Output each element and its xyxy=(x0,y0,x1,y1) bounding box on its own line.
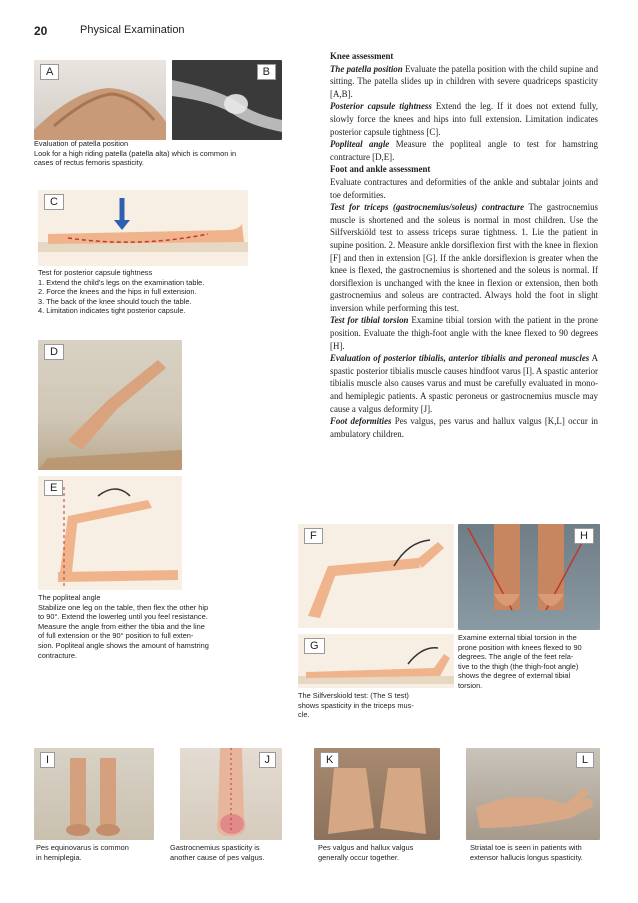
running-title: Physical Examination xyxy=(80,24,185,36)
tibial-paragraph xyxy=(330,314,598,352)
photo-label: C xyxy=(44,194,64,210)
capsule-body: Extend the leg. If it does not extend fully, slowly force the knees and hips into full extension. Limitation indicates posterior capsule tightness [C]. xyxy=(330,101,598,137)
patella-title: The patella position xyxy=(330,63,403,74)
caption-line: to 90°. Extend the lowerleg until you feel resistance. xyxy=(38,612,208,622)
caption-line: extensor hallucis longus spasticity. xyxy=(470,852,583,862)
caption-line: 3. The back of the knee should touch the table. xyxy=(38,296,192,306)
photo-b-xray xyxy=(172,60,282,140)
photo-a-knee xyxy=(34,60,166,140)
caption-silfverskiold xyxy=(298,691,414,720)
capsule-paragraph xyxy=(330,100,598,138)
caption-tibial-torsion xyxy=(458,633,582,691)
caption-line: Pes equinovarus is common xyxy=(36,843,129,852)
photo-j-gastrocnemius xyxy=(180,748,282,840)
photo-label: J xyxy=(259,752,277,768)
caption-line: Measure the angle from either the tibia and the line xyxy=(38,621,205,631)
caption-equinovarus xyxy=(36,843,129,862)
knee-heading: Knee assessment xyxy=(330,51,394,61)
caption-line: Pes valgus and hallux valgus xyxy=(318,843,414,852)
photo-d-popliteal xyxy=(38,340,182,470)
caption-line: Gastrocnemius spasticity is xyxy=(170,843,260,852)
patella-paragraph xyxy=(330,63,598,101)
caption-line: The popliteal angle xyxy=(38,593,101,602)
caption-line: tive to the thigh (the thigh-foot angle) xyxy=(458,661,579,671)
caption-line: Examine external tibial torsion in the xyxy=(458,633,577,642)
photo-label: D xyxy=(44,344,64,360)
caption-line: another cause of pes valgus. xyxy=(170,852,265,862)
triceps-title: Test for triceps (gastrocnemius/soleus) contracture xyxy=(330,202,525,213)
photo-h-tibial-torsion xyxy=(458,524,600,630)
caption-line: 4. Limitation indicates tight posterior capsule. xyxy=(38,306,186,316)
caption-line: Evaluation of patella position xyxy=(34,139,129,148)
photo-label: G xyxy=(304,638,325,654)
caption-line: degrees. The angle of the feet rela- xyxy=(458,652,574,662)
foot-deformities-title: Foot deformities xyxy=(330,416,392,427)
caption-line: generally occur together. xyxy=(318,852,399,862)
photo-label: B xyxy=(257,64,276,80)
caption-line: in hemiplegia. xyxy=(36,852,82,862)
caption-striatal-toe xyxy=(470,843,583,862)
capsule-title: Posterior capsule tightness xyxy=(330,101,432,112)
caption-line: torsion. xyxy=(458,680,483,690)
caption-gastrocnemius xyxy=(170,843,265,862)
triceps-paragraph xyxy=(330,201,598,314)
foot-intro: Evaluate contractures and deformities of the ankle and subtalar joints and toe deformities. xyxy=(330,176,598,200)
photo-e-popliteal-drawing xyxy=(38,476,182,590)
caption-line: shows the degree of external tibial xyxy=(458,671,571,681)
caption-popliteal xyxy=(38,593,209,660)
photo-label: E xyxy=(44,480,63,496)
caption-line: contracture. xyxy=(38,650,78,660)
photo-g-knee-extended xyxy=(298,634,454,688)
caption-line: Test for posterior capsule tightness xyxy=(38,268,153,277)
posterior-tibialis-paragraph xyxy=(330,352,598,415)
photo-l-striatal-toe xyxy=(466,748,600,840)
photo-i-pes-equinovarus xyxy=(34,748,154,840)
caption-line: Striatal toe is seen in patients with xyxy=(470,843,582,852)
caption-line: cases of rectus femoris spasticity. xyxy=(34,158,144,168)
caption-line: The Silfverskiold test: (The S test) xyxy=(298,691,409,700)
caption-pes-valgus xyxy=(318,843,413,862)
page-number: 20 xyxy=(34,24,48,38)
photo-k-pes-valgus xyxy=(314,748,440,840)
main-text-column xyxy=(330,50,598,440)
caption-line: Stabilize one leg on the table, then flex the other hip xyxy=(38,602,209,612)
caption-patella xyxy=(34,139,236,168)
photo-label: H xyxy=(574,528,594,544)
photo-f-knee-flexed xyxy=(298,524,454,628)
triceps-body: The gastrocnemius muscle is shortened and the soleus is normal in most children. Use the Silfverskiöld test to assess triceps surae tightness. 1. Lie the patient in supine position. 2. Measure ankle dorsiflexion first with the knee in flexion [F] and then in extension [G]. If the ankle dorsiflexion is greater when the knee is flexed, the gastrocnemius is shortened and the soleus is normal. If dorsiflexion is unchanged with the knee in flexion or extension, then both gastrocnemius and soleus are contracted. Always hold the foot in slight inversion while performing this test. xyxy=(330,202,598,313)
caption-line: 1. Extend the child’s legs on the examination table. xyxy=(38,277,205,287)
caption-line: prone position with knees flexed to 90 xyxy=(458,642,582,652)
photo-label: I xyxy=(40,752,55,768)
foot-deformities-paragraph xyxy=(330,415,598,440)
photo-label: A xyxy=(40,64,59,80)
caption-line: of full extension or the 90° position to full exten- xyxy=(38,631,194,641)
caption-capsule xyxy=(38,268,204,316)
caption-line: 2. Force the knees and the hips in full extension. xyxy=(38,287,197,297)
popliteal-title: Popliteal angle xyxy=(330,139,390,150)
tibial-body: Examine tibial torsion with the patient in the prone position. Evaluate the thigh-foot angle with the knee flexed to 90 degrees [H]. xyxy=(330,315,598,351)
posterior-tibialis-title: Evaluation of posterior tibialis, anterior tibialis and peroneal muscles xyxy=(330,353,590,364)
tibial-title: Test for tibial torsion xyxy=(330,315,409,326)
photo-label: F xyxy=(304,528,323,544)
patella-body: Evaluate the patella position with the child supine and sitting. The patella slides up in children with severe quadriceps spasticity [A,B]. xyxy=(330,63,599,99)
photo-c-leg-drawing xyxy=(38,190,248,266)
popliteal-paragraph xyxy=(330,138,598,163)
caption-line: Look for a high riding patella (patella alta) which is common in xyxy=(34,148,237,158)
caption-line: cle. xyxy=(298,710,310,720)
popliteal-body: Measure the popliteal angle to test for hamstring contracture [D,E]. xyxy=(330,139,598,162)
foot-deformities-body: Pes valgus, pes varus and hallux valgus [K,L] occur in ambulatory children. xyxy=(330,416,598,439)
capsule-test-illustration xyxy=(38,190,248,266)
posterior-tibialis-body: A spastic posterior tibialis muscle causes hindfoot varus [I]. A spastic anterior tibialis muscle also causes varus and must be carefully evaluated in mono- and hemiplegic patients. A spastic peroneus or gastrocnemius muscle may cause a valgus deformity [J]. xyxy=(330,353,599,414)
photo-label: L xyxy=(576,752,594,768)
photo-label: K xyxy=(320,752,339,768)
foot-heading: Foot and ankle assessment xyxy=(330,164,431,175)
caption-line: sion. Popliteal angle shows the amount of hamstring xyxy=(38,640,209,650)
caption-line: shows spasticity in the triceps mus- xyxy=(298,700,414,710)
